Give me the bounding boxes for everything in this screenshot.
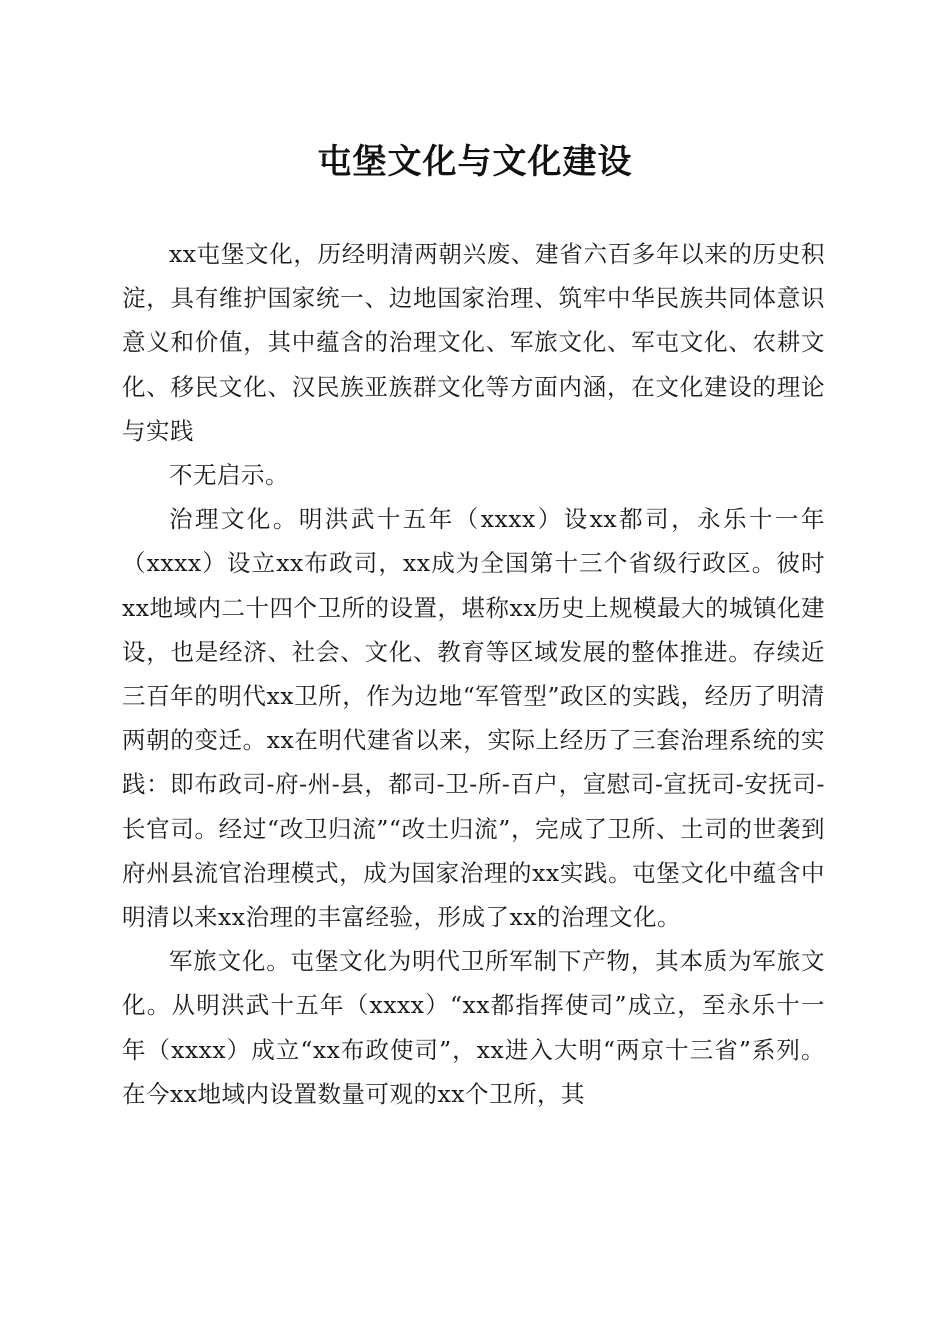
document-title: 屯堡文化与文化建设: [317, 142, 633, 182]
document-body: [122, 232, 825, 1116]
paragraph-governance-culture: 治理文化。明洪武十五年（xxxx）设xx都司，永乐十一年（xxxx）设立xx布政司，xx成为全国第十三个省级行政区。彼时xx地域内二十四个卫所的设置，堪称xx历史上规模最大的城镇化建设，也是经济、社会、文化、教育等区域发展的整体推进。存续近三百年的明代xx卫所，作为边地“军管型”政区的实践，经历了明清两朝的变迁。xx在明代建省以来，实际上经历了三套治理系统的实践：即布政司-府-州-县，都司-卫-所-百户，宣慰司-宣抚司-安抚司-长官司。经过“改卫归流”“改土归流”，完成了卫所、土司的世袭到府州县流官治理模式，成为国家治理的xx实践。屯堡文化中蕴含中明清以来xx治理的丰富经验，形成了xx的治理文化。: [122, 505, 826, 932]
paragraph-intro: xx屯堡文化，历经明清两朝兴废、建省六百多年以来的历史积淀，具有维护国家统一、边地国家治理、筑牢中华民族共同体意识意义和价值，其中蕴含的治理文化、军旅文化、军屯文化、农耕文化、移民文化、汉民族亚族群文化等方面内涵，在文化建设的理论与实践: [122, 240, 825, 445]
paragraph-intro-continued: 不无启示。: [169, 461, 289, 490]
paragraph-military-culture: 军旅文化。屯堡文化为明代卫所军制下产物，其本质为军旅文化。从明洪武十五年（xxxx）“xx都指挥使司”成立，至永乐十一年（xxxx）成立“xx布政使司”，xx进入大明“两京十三省”系列。在今xx地域内设置数量可观的xx个卫所，其: [122, 947, 825, 1108]
